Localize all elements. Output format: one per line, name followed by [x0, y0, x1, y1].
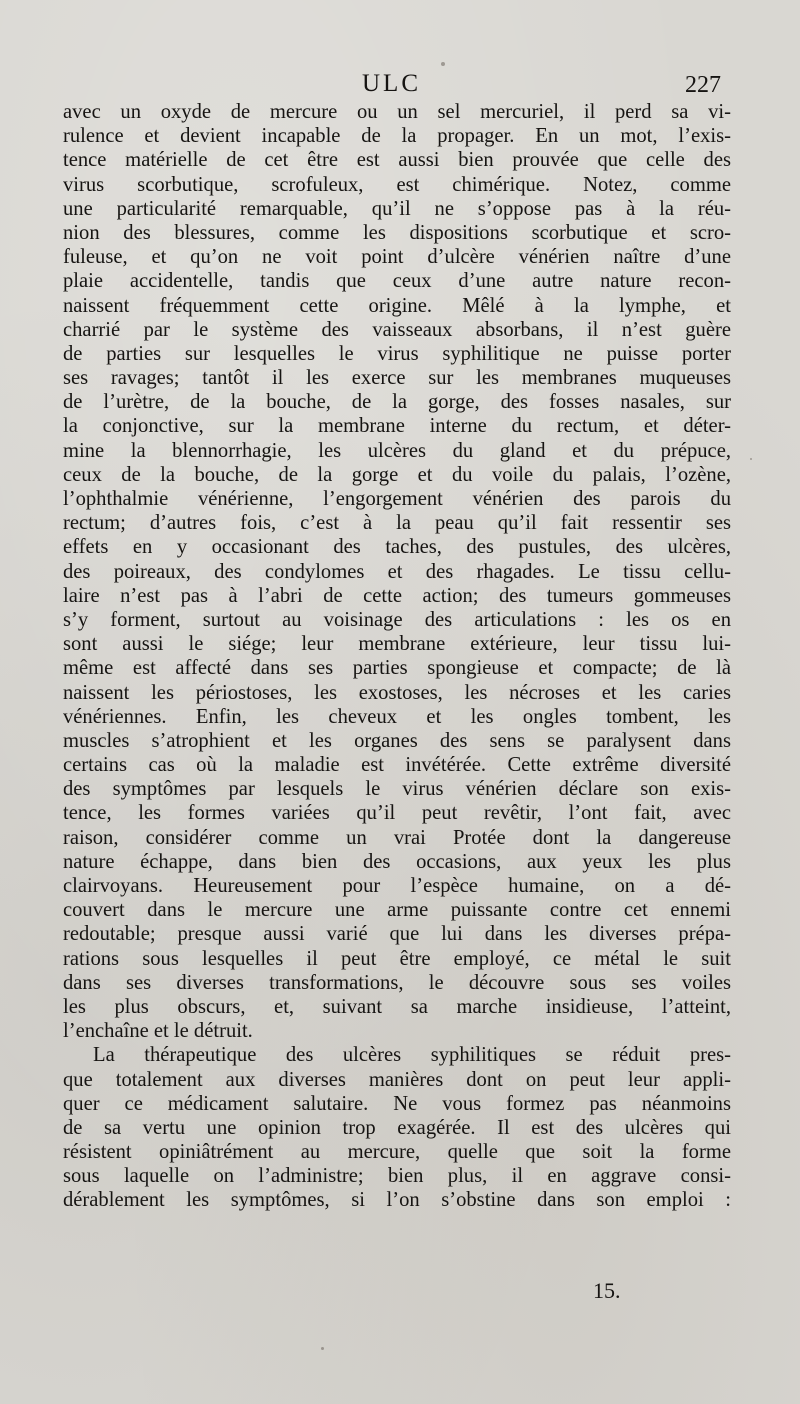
- running-head: [0, 64, 800, 104]
- text-line: raison, considérer comme un vrai Protée dont la dangereuse: [63, 826, 731, 849]
- text-line: même est affecté dans ses parties spongieuse et compacte; de là: [63, 657, 731, 680]
- text-line: la conjonctive, sur la membrane interne du rectum, et déter-: [63, 415, 731, 438]
- text-line: nature échappe, dans bien des occasions, aux yeux les plus: [63, 850, 731, 873]
- text-line: vénériennes. Enfin, les cheveux et les ongles tombent, les: [63, 705, 731, 728]
- text-line: s’y forment, surtout au voisinage des articulations : les os en: [63, 608, 731, 631]
- text-line: redoutable; presque aussi varié que lui dans les diverses prépa-: [63, 923, 731, 946]
- text-line: mine la blennorrhagie, les ulcères du gland et du prépuce,: [63, 439, 731, 462]
- text-line: de parties sur lesquelles le virus syphilitique ne puisse porter: [63, 342, 731, 365]
- text-line: clairvoyans. Heureusement pour l’espèce humaine, on a dé-: [63, 875, 731, 897]
- text-line: de sa vertu une opinion trop exagérée. Il est des ulcères qui: [63, 1116, 731, 1139]
- text-line: charrié par le système des vaisseaux absorbans, il n’est guère: [63, 318, 731, 341]
- text-line: certains cas où la maladie est invétérée. Cette extrême diversité: [63, 754, 731, 777]
- text-line: rectum; d’autres fois, c’est à la peau qu’il fait ressentir ses: [63, 512, 731, 535]
- paper-speck: [441, 62, 445, 66]
- text-line: laire n’est pas à l’abri de cette action; des tumeurs gommeuses: [63, 584, 731, 607]
- text-line: de l’urètre, de la bouche, de la gorge, des fosses nasales, sur: [63, 391, 731, 414]
- paper-speck: [321, 1347, 324, 1350]
- text-line: ses ravages; tantôt il les exerce sur les membranes muqueuses: [63, 367, 731, 390]
- text-line: tence matérielle de cet être est aussi bien prouvée que celle des: [63, 149, 731, 172]
- text-line: quer ce médicament salutaire. Ne vous formez pas néanmoins: [63, 1092, 731, 1115]
- text-line: une particularité remarquable, qu’il ne s’oppose pas à la réu-: [63, 197, 731, 220]
- text-line: tence, les formes variées qu’il peut revêtir, l’ont fait, avec: [63, 802, 731, 825]
- text-line: naissent les périostoses, les exostoses, les nécroses et les caries: [63, 681, 731, 704]
- text-line: couvert dans le mercure une arme puissante contre cet ennemi: [63, 899, 731, 922]
- paper-speck: [750, 458, 752, 460]
- paragraph-start-line: La thérapeutique des ulcères syphilitiques se réduit pres-: [93, 1044, 731, 1067]
- text-line: que totalement aux diverses manières dont on peut leur appli-: [63, 1068, 731, 1091]
- signature-mark: 15.: [593, 1278, 621, 1303]
- body-text: [63, 100, 731, 1213]
- text-line: effets en y occasionant des taches, des pustules, des ulcères,: [63, 536, 731, 559]
- text-line: dans ses diverses transformations, le découvre sous ses voiles: [63, 971, 731, 994]
- text-line: sous laquelle on l’administre; bien plus, il en aggrave consi-: [63, 1165, 731, 1188]
- text-line: des symptômes par lesquels le virus vénérien déclare son exis-: [63, 778, 731, 801]
- text-line: les plus obscurs, et, suivant sa marche insidieuse, l’atteint,: [63, 995, 731, 1018]
- text-line: muscles s’atrophient et les organes des sens se paralysent dans: [63, 729, 731, 752]
- text-line: ceux de la bouche, de la gorge et du voile du palais, l’ozène,: [63, 463, 731, 486]
- page-number: 227: [685, 72, 721, 98]
- text-line: sont aussi le siége; leur membrane extérieure, leur tissu lui-: [63, 633, 731, 656]
- text-line: rations sous lesquelles il peut être employé, ce métal le suit: [63, 947, 731, 970]
- running-title: ULC: [362, 70, 421, 97]
- text-line: nion des blessures, comme les dispositions scorbutique et scro-: [63, 221, 731, 244]
- text-line: avec un oxyde de mercure ou un sel mercuriel, il perd sa vi-: [63, 101, 731, 123]
- text-line: plaie accidentelle, tandis que ceux d’une autre nature recon-: [63, 270, 731, 293]
- text-line: dérablement les symptômes, si l’on s’obstine dans son emploi :: [63, 1189, 731, 1212]
- text-line: virus scorbutique, scrofuleux, est chimérique. Notez, comme: [63, 173, 731, 196]
- text-line: résistent opiniâtrément au mercure, quelle que soit la forme: [63, 1141, 731, 1164]
- text-line: fuleuse, et qu’on ne voit point d’ulcère vénérien naître d’une: [63, 246, 731, 269]
- text-line: des poireaux, des condylomes et des rhagades. Le tissu cellu-: [63, 560, 731, 583]
- text-line: l’ophthalmie vénérienne, l’engorgement vénérien des parois du: [63, 488, 731, 510]
- text-line: naissent fréquemment cette origine. Mêlé à la lymphe, et: [63, 294, 731, 317]
- paragraph-end-line: l’enchaîne et le détruit.: [63, 1020, 253, 1043]
- text-line: rulence et devient incapable de la propager. En un mot, l’exis-: [63, 125, 731, 148]
